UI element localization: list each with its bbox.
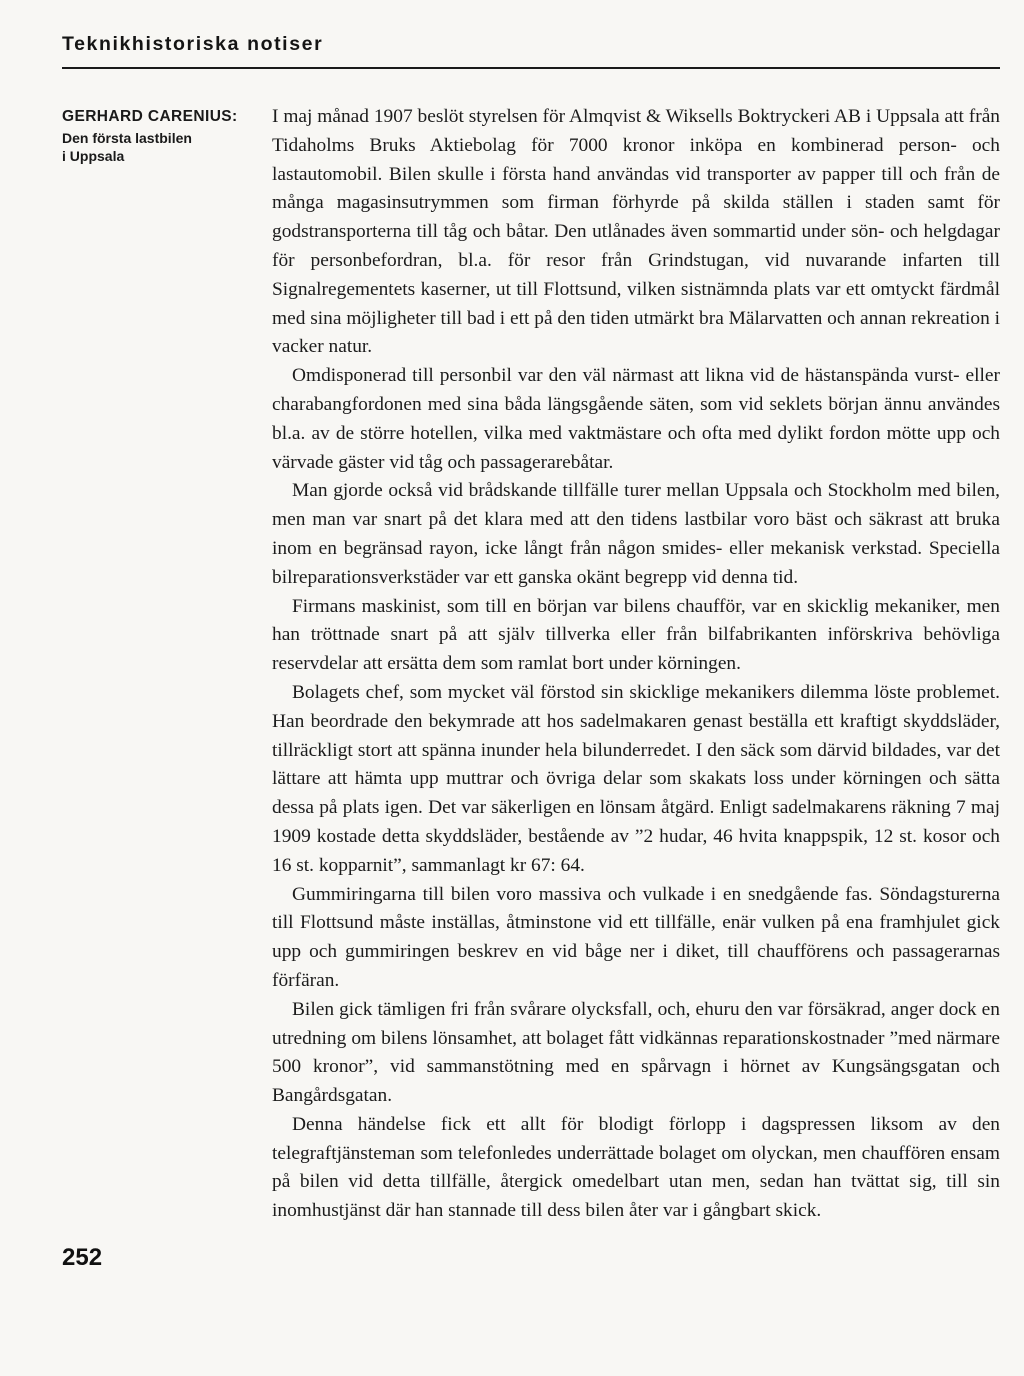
sidebar: [62, 107, 252, 165]
paragraph: Denna händelse fick ett allt för blodigt förlopp i dagspressen liksom av den telegraftjänsteman som telefonledes underrättade bolaget om olyckan, men chauffören ensam på bilen vid detta tillfälle, återgick omedelbart utan men, sedan han tvättat sig, till sin inomhustjänst där han stannade till dess bilen åter var i gångbart skick.: [272, 1113, 1000, 1222]
article-title-line: Den första lastbilen: [62, 130, 192, 146]
author-name: GERHARD CARENIUS:: [62, 108, 238, 125]
page-number: 252: [62, 1244, 103, 1271]
header-rule: [62, 67, 1000, 69]
paragraph: Man gjorde också vid brådskande tillfälle turer mellan Uppsala och Stockholm med bilen, men man var snart på det klara med att den tidens lastbilar voro bäst och säkrast att bruka inom en begränsad rayon, icke långt från någon smides- eller mekanisk verkstad. Speciella bilreparationsverkstäder var ett ganska okänt begrepp vid denna tid.: [272, 480, 1000, 588]
paragraph: Gummiringarna till bilen voro massiva och vulkade i en snedgående fas. Söndagsturerna till Flottsund måste inställas, åtminstone vid ett tillfälle, enär vulken på ena framhjulet gick upp och gummiringen beskrev en vid båge ner i diket, till chaufförens och passagerarnas förfäran.: [272, 883, 1000, 991]
paragraph: Omdisponerad till personbil var den väl närmast att likna vid de hästanspända vurst- eller charabangfordonen med sina båda längsgående säten, som vid seklets början ännu användes bl.a. av de större hotellen, vilka med vaktmästare och ofta med dylikt fordon mötte upp och värvade gäster vid tåg och passagerarebåtar.: [272, 365, 1000, 473]
paragraph: Bilen gick tämligen fri från svårare olycksfall, och, ehuru den var försäkrad, anger dock en utredning om bilens lönsamhet, att bolaget fått vidkännas reparationskostnader ”med närmare 500 kronor”, vid sammanstötning med en spårvagn i hörnet av Kungsängsgatan och Bangårdsgatan.: [272, 998, 1000, 1107]
paragraph: Firmans maskinist, som till en början var bilens chaufför, var en skicklig mekaniker, men han tröttnade snart på att själv tillverka eller från bilfabrikanten införskriva behövliga reservdelar att ersätta dem som ramlat bort under körningen.: [272, 595, 1000, 675]
running-head: Teknikhistoriska notiser: [62, 33, 324, 55]
article-title-line: i Uppsala: [62, 148, 125, 164]
article-title: [62, 129, 252, 165]
article-body: [272, 103, 1000, 1226]
paragraph: I maj månad 1907 beslöt styrelsen för Almqvist & Wiksells Boktryckeri AB i Uppsala att från Tidaholms Bruks Aktiebolag för 7000 kronor inköpa en kombinerad person- och lastautomobil. Bilen skulle i första hand användas vid transporter av papper till och från de många magasinsutrymmen som firman förhyrde på skilda ställen i staden samt för godstransporterna till tåg och båtar. Den utlånades även sommartid under sön- och helgdagar för personbefordran, bl.a. för resor från Grindstugan, vid nuvarande infarten till Signalregementets kaserner, ut till Flottsund, vilken sistnämnda plats var ett omtyckt färdmål med sina möjligheter till bad i ett på den tiden utmärkt bra Mälarvatten och annan rekreation i vacker natur.: [272, 106, 1000, 358]
paragraph: Bolagets chef, som mycket väl förstod sin skicklige mekanikers dilemma löste problemet. Han beordrade den bekymrade att hos sadelmakaren genast beställa ett kraftigt skyddsläder, tillräckligt stort att spänna inunder hela bilunderredet. I den säck som därvid bildades, var det lättare att hämta upp muttrar och övriga delar som skakats loss under körningen och sätta dessa på plats igen. Det var säkerligen en lönsam åtgärd. Enligt sadelmakarens räkning 7 maj 1909 kostade detta skyddsläder, bestående av ”2 hudar, 46 hvita knappspik, 12 st. kosor och 16 st. kopparnit”, sammanlagt kr 67: 64.: [272, 681, 1000, 876]
